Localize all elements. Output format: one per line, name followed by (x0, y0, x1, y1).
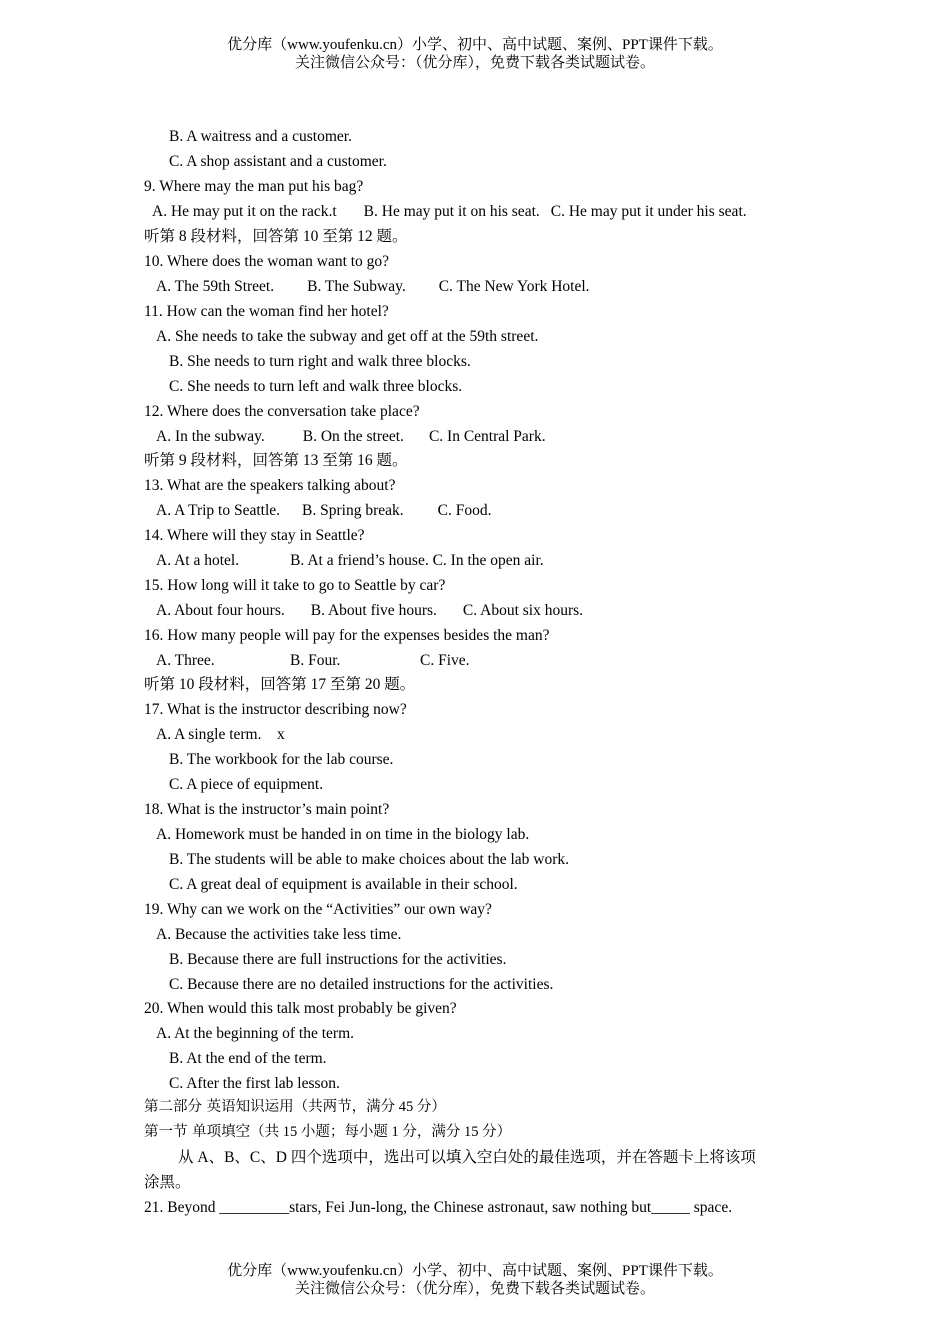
option-c: C. About six hours. (462, 602, 584, 619)
option-text: C. A shop assistant and a customer. (169, 153, 387, 170)
option-text: C. After the first lab lesson. (169, 1075, 340, 1092)
option-text: A. Because the activities take less time. (156, 926, 402, 943)
part-two-info: （共两节，满分 45 分） (293, 1099, 446, 1115)
section-instruction: 听第 10 段材料，回答第 17 至第 20 题。 (144, 676, 416, 693)
header-line-2: 关注微信公众号：（优分库），免费下载各类试题试卷。 (294, 55, 655, 71)
section-instruction: 听第 8 段材料，回答第 10 至第 12 题。 (144, 228, 408, 245)
option-c: C. Five. (420, 652, 470, 669)
option-text: A. Homework must be handed in on time in the biology lab. (156, 826, 530, 843)
question-10: 10. Where does the woman want to go? (144, 253, 390, 270)
option-text: B. At the end of the term. (169, 1050, 327, 1067)
page-header (0, 36, 950, 72)
option-text: C. A great deal of equipment is available in their school. (169, 876, 518, 893)
question-19: 19. Why can we work on the “Activities” our own way? (144, 901, 492, 918)
option-b: B. Spring break. (302, 502, 404, 519)
question-14-options (156, 548, 544, 573)
option-text: C. Because there are no detailed instructions for the activities. (169, 976, 554, 993)
section-one-heading (144, 1120, 511, 1145)
section-one-title: 第一节 单项填空 (144, 1124, 251, 1140)
instruction-text: 涂黑。 (144, 1174, 191, 1191)
option-a: A. In the subway. (156, 428, 265, 445)
question-16: 16. How many people will pay for the expenses besides the man? (144, 627, 550, 644)
option-b: B. He may put it on his seat. (363, 203, 540, 220)
question-11: 11. How can the woman find her hotel? (144, 303, 389, 320)
option-text: C. A piece of equipment. (169, 776, 324, 793)
question-17: 17. What is the instructor describing now? (144, 701, 407, 718)
option-c: C. The New York Hotel. (438, 278, 590, 295)
option-text: B. The students will be able to make choices about the lab work. (169, 851, 570, 868)
section-one-info: （共 15 小题；每小题 1 分，满分 15 分） (250, 1124, 512, 1140)
option-text: B. Because there are full instructions for the activities. (169, 951, 507, 968)
question-21: 21. Beyond _________stars, Fei Jun-long, the Chinese astronaut, saw nothing but_____ space. (144, 1199, 733, 1216)
question-10-options (156, 274, 590, 299)
option-c: C. Food. (437, 502, 492, 519)
option-text: B. She needs to turn right and walk three blocks. (169, 353, 471, 370)
part-two-heading (144, 1095, 446, 1120)
question-9-options (152, 199, 747, 224)
part-two-title: 第二部分 英语知识运用 (144, 1099, 294, 1115)
question-20: 20. When would this talk most probably be given? (144, 1000, 457, 1017)
option-c: C. In Central Park. (428, 428, 546, 445)
option-b: B. About five hours. (310, 602, 437, 619)
header-line-1: 优分库（www.youfenku.cn）小学、初中、高中试题、案例、PPT课件下载。 (227, 37, 723, 53)
section-instruction: 听第 9 段材料，回答第 13 至第 16 题。 (144, 452, 408, 469)
option-a: A. A Trip to Seattle. (156, 502, 281, 519)
option-text: A. At the beginning of the term. (156, 1025, 355, 1042)
question-12-options (156, 424, 546, 449)
option-b: B. On the street. (302, 428, 404, 445)
option-text: C. She needs to turn left and walk three blocks. (169, 378, 463, 395)
option-b: B. Four. (290, 652, 341, 669)
question-18: 18. What is the instructor’s main point? (144, 801, 390, 818)
question-13-options (156, 498, 491, 523)
option-text: A. A single term. x (156, 726, 285, 743)
question-15: 15. How long will it take to go to Seattle by car? (144, 577, 446, 594)
question-12: 12. Where does the conversation take place? (144, 403, 420, 420)
footer-line-2: 关注微信公众号：（优分库），免费下载各类试题试卷。 (294, 1281, 655, 1297)
option-c: C. He may put it under his seat. (550, 203, 747, 220)
option-text: A. She needs to take the subway and get off at the 59th street. (156, 328, 539, 345)
question-9: 9. Where may the man put his bag? (144, 178, 364, 195)
option-a: A. Three. (156, 652, 215, 669)
question-15-options (156, 598, 583, 623)
option-text: B. A waitress and a customer. (169, 128, 352, 145)
question-16-options (156, 648, 470, 673)
footer-line-1: 优分库（www.youfenku.cn）小学、初中、高中试题、案例、PPT课件下载。 (227, 1263, 723, 1279)
option-b: B. At a friend’s house. C. In the open air. (290, 552, 544, 569)
question-13: 13. What are the speakers talking about? (144, 477, 396, 494)
instruction-text: 从 A、B、C、D 四个选项中，选出可以填入空白处的最佳选项，并在答题卡上将该项 (178, 1149, 756, 1166)
option-a: A. At a hotel. (156, 552, 240, 569)
option-a: A. He may put it on the rack.t (152, 203, 337, 220)
option-a: A. The 59th Street. (156, 278, 275, 295)
question-14: 14. Where will they stay in Seattle? (144, 527, 365, 544)
page-footer (0, 1262, 950, 1298)
option-b: B. The Subway. (307, 278, 406, 295)
option-text: B. The workbook for the lab course. (169, 751, 394, 768)
option-a: A. About four hours. (156, 602, 285, 619)
